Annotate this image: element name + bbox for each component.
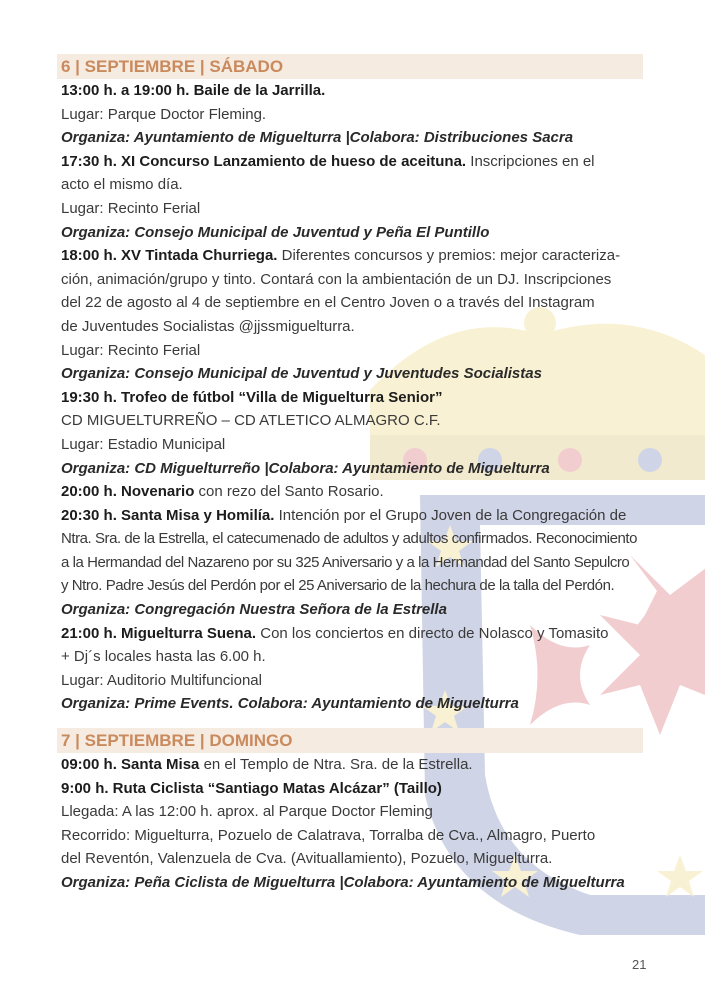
event-time-title: 20:00 h. Novenario bbox=[61, 483, 195, 501]
event-time-title: 18:00 h. XV Tintada Churriega. bbox=[61, 247, 278, 265]
program-line bbox=[61, 669, 647, 693]
program-line bbox=[61, 79, 647, 103]
program-line bbox=[61, 268, 647, 292]
event-time-title: 21:00 h. Miguelturra Suena. bbox=[61, 624, 257, 642]
event-description: Lugar: Recinto Ferial bbox=[61, 341, 201, 359]
event-description: Lugar: Recinto Ferial bbox=[61, 199, 201, 217]
program-line bbox=[61, 645, 647, 669]
program-line bbox=[61, 871, 647, 895]
organizer-text: Organiza: CD Miguelturreño |Colabora: Ayuntamiento de Miguelturra bbox=[61, 459, 550, 477]
program-line bbox=[61, 598, 647, 622]
program-line bbox=[61, 622, 647, 646]
event-description: Lugar: Auditorio Multifuncional bbox=[61, 671, 262, 689]
program-line bbox=[61, 457, 647, 481]
day-header: 7 | SEPTIEMBRE | DOMINGO bbox=[57, 728, 643, 753]
program-line bbox=[61, 386, 647, 410]
program-line bbox=[61, 103, 647, 127]
program-line bbox=[61, 291, 647, 315]
event-description: + Dj´s locales hasta las 6.00 h. bbox=[61, 648, 266, 666]
event-description: a la Hermandad del Nazareno por su 325 Aniversario y a la Hermandad del Santo Sepulcro bbox=[61, 553, 630, 571]
day-header: 6 | SEPTIEMBRE | SÁBADO bbox=[57, 54, 643, 79]
program-line bbox=[61, 173, 647, 197]
program-content bbox=[61, 54, 647, 895]
program-line bbox=[61, 551, 647, 575]
event-description: Intención por el Grupo Joven de la Congregación de bbox=[274, 506, 627, 524]
program-line bbox=[61, 150, 647, 174]
program-line bbox=[61, 480, 647, 504]
event-time-title: 19:30 h. Trofeo de fútbol “Villa de Miguelturra Senior” bbox=[61, 388, 443, 406]
event-time-title: 20:30 h. Santa Misa y Homilía. bbox=[61, 506, 275, 524]
program-line bbox=[61, 504, 647, 528]
organizer-text: Organiza: Prime Events. Colabora: Ayuntamiento de Miguelturra bbox=[61, 695, 519, 713]
day-lines bbox=[61, 79, 647, 716]
day-block-saturday bbox=[61, 54, 647, 716]
program-line bbox=[61, 574, 647, 598]
event-description: Llegada: A las 12:00 h. aprox. al Parque Doctor Fleming bbox=[61, 803, 433, 821]
program-line bbox=[61, 847, 647, 871]
program-line bbox=[61, 362, 647, 386]
program-line bbox=[61, 692, 647, 716]
program-line bbox=[61, 315, 647, 339]
program-line bbox=[61, 527, 647, 551]
program-line bbox=[61, 339, 647, 363]
program-line bbox=[61, 126, 647, 150]
event-description: del Reventón, Valenzuela de Cva. (Avituallamiento), Pozuelo, Miguelturra. bbox=[61, 850, 553, 868]
organizer-text: Organiza: Peña Ciclista de Miguelturra |Colabora: Ayuntamiento de Miguelturra bbox=[61, 874, 625, 891]
event-description: acto el mismo día. bbox=[61, 176, 183, 194]
event-time-title: 17:30 h. XI Concurso Lanzamiento de hueso de aceituna. bbox=[61, 152, 467, 170]
organizer-text: Organiza: Congregación Nuestra Señora de la Estrella bbox=[61, 601, 447, 619]
program-line bbox=[61, 824, 647, 848]
event-time-title: 09:00 h. Santa Misa bbox=[61, 756, 200, 774]
event-time-title: 9:00 h. Ruta Ciclista “Santiago Matas Alcázar” (Taillo) bbox=[61, 779, 442, 797]
event-description: del 22 de agosto al 4 de septiembre en el Centro Joven o a través del Instagram bbox=[61, 294, 595, 312]
program-line bbox=[61, 197, 647, 221]
program-line bbox=[61, 777, 647, 801]
program-line bbox=[61, 753, 647, 777]
day-lines bbox=[61, 753, 647, 895]
event-description: Ntra. Sra. de la Estrella, el catecumenado de adultos y adultos confirmados. Reconocimiento bbox=[61, 530, 638, 548]
event-description: Lugar: Estadio Municipal bbox=[61, 435, 226, 453]
event-description: con rezo del Santo Rosario. bbox=[194, 483, 384, 501]
program-line bbox=[61, 800, 647, 824]
day-block-sunday bbox=[61, 728, 647, 895]
event-description: y Ntro. Padre Jesús del Perdón por el 25 Aniversario de la hechura de la talla del Perdón. bbox=[61, 577, 615, 595]
event-time-title: 13:00 h. a 19:00 h. Baile de la Jarrilla. bbox=[61, 82, 326, 99]
event-description: ción, animación/grupo y tinto. Contará con la ambientación de un DJ. Inscripciones bbox=[61, 270, 612, 288]
event-description: Inscripciones en el bbox=[466, 152, 595, 170]
event-description: en el Templo de Ntra. Sra. de la Estrella. bbox=[199, 756, 473, 774]
event-description: CD MIGUELTURREÑO – CD ATLETICO ALMAGRO C.F. bbox=[61, 412, 441, 430]
event-description: Lugar: Parque Doctor Fleming. bbox=[61, 105, 267, 123]
program-line bbox=[61, 244, 647, 268]
event-description: Recorrido: Miguelturra, Pozuelo de Calatrava, Torralba de Cva., Almagro, Puerto bbox=[61, 826, 596, 844]
event-description: Diferentes concursos y premios: mejor caracteriza- bbox=[277, 247, 621, 265]
program-line bbox=[61, 221, 647, 245]
event-description: de Juventudes Socialistas @jjssmiguelturra. bbox=[61, 317, 355, 335]
organizer-text: Organiza: Ayuntamiento de Miguelturra |Colabora: Distribuciones Sacra bbox=[61, 129, 574, 147]
event-description: Con los conciertos en directo de Nolasco y Tomasito bbox=[256, 624, 609, 642]
page-number: 21 bbox=[632, 957, 647, 972]
organizer-text: Organiza: Consejo Municipal de Juventud y Peña El Puntillo bbox=[61, 223, 490, 241]
program-line bbox=[61, 433, 647, 457]
program-line bbox=[61, 409, 647, 433]
organizer-text: Organiza: Consejo Municipal de Juventud y Juventudes Socialistas bbox=[61, 365, 542, 383]
